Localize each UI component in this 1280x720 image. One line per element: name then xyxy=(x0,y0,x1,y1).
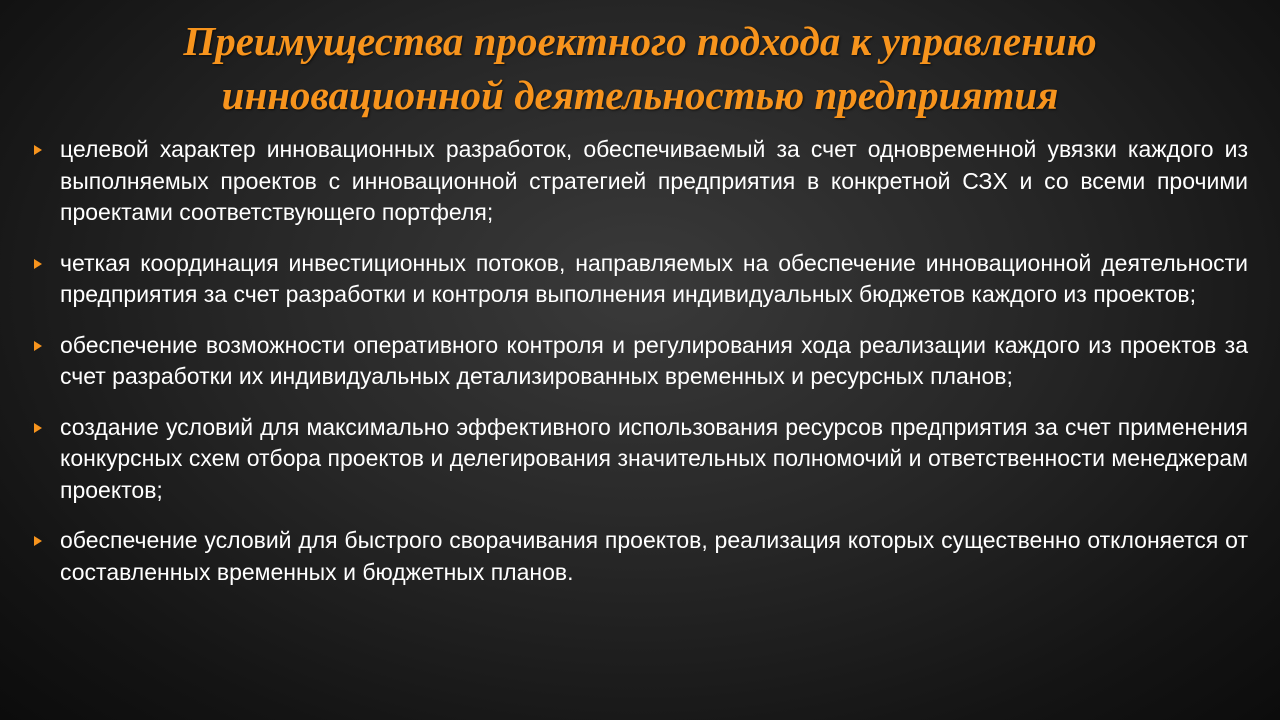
bullet-item xyxy=(30,525,1248,588)
bullet-text: целевой характер инновационных разработок, обеспечиваемый за счет одновременной увязки каждого из выполняемых проектов с инновационной стратегией предприятия в конкретной СЗХ и со всеми прочими проектами соответствующего портфеля; xyxy=(60,136,1248,225)
bullet-text: создание условий для максимально эффективного использования ресурсов предприятия за счет применения конкурсных схем отбора проектов и делегирования значительных полномочий и ответственности менеджерам проектов; xyxy=(60,413,1248,503)
bullet-item xyxy=(30,248,1248,311)
triangle-right-icon xyxy=(34,145,42,155)
bullet-text: обеспечение возможности оперативного контроля и регулирования хода реализации каждого из проектов за счет разработки их индивидуальных детализированных временных и ресурсных планов; xyxy=(60,331,1248,389)
triangle-right-icon xyxy=(34,536,42,546)
bullet-item xyxy=(30,134,1248,229)
slide-title: Преимущества проектного подхода к управлению инновационной деятельностью предприятия xyxy=(183,18,1097,118)
triangle-right-icon xyxy=(34,423,42,433)
triangle-right-icon xyxy=(34,341,42,351)
bullet-list xyxy=(30,134,1248,607)
triangle-right-icon xyxy=(34,259,42,269)
bullet-text: обеспечение условий для быстрого сворачивания проектов, реализация которых существенно отклоняется от составленных временных и бюджетных планов. xyxy=(60,527,1248,585)
bullet-item xyxy=(30,330,1248,393)
bullet-item xyxy=(30,412,1248,507)
bullet-text: четкая координация инвестиционных потоков, направляемых на обеспечение инновационной деятельности предприятия за счет разработки и контроля выполнения индивидуальных бюджетов каждого из проектов; xyxy=(60,249,1248,307)
